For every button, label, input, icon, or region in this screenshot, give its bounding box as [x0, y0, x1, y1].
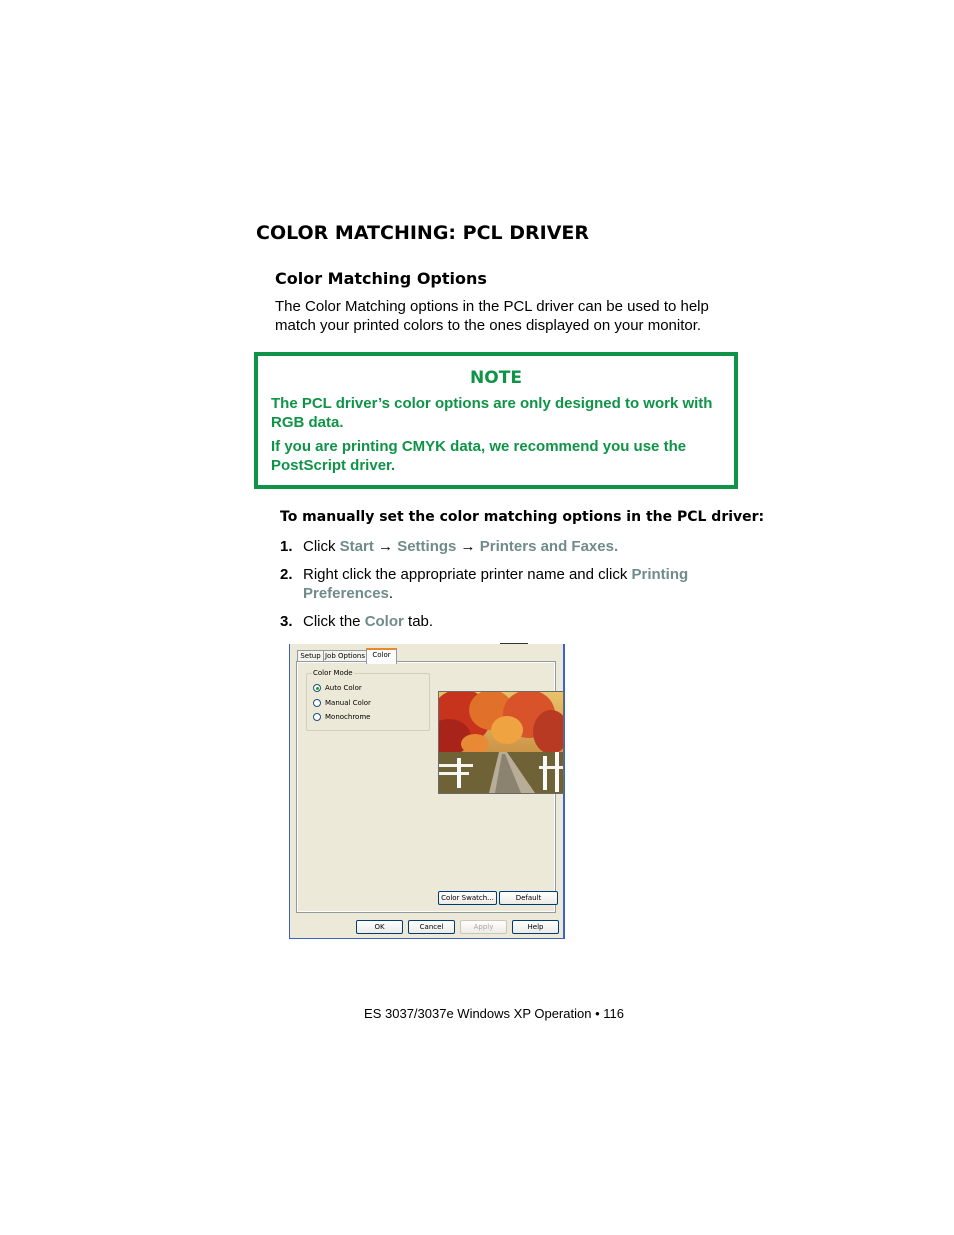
manual-color-radio[interactable]: Manual Color: [313, 699, 371, 707]
step-number: 2.: [280, 566, 293, 583]
color-preview-image: [438, 691, 564, 794]
note-paragraph-1: The PCL driver’s color options are only designed to work with RGB data.: [271, 395, 713, 431]
intro-paragraph: The Color Matching options in the PCL driver can be used to help match your printed colors to the ones displayed on your monitor.: [275, 298, 709, 334]
radio-icon: [313, 699, 321, 707]
note-box: [254, 352, 738, 489]
page-footer: ES 3037/3037e Windows XP Operation • 116: [364, 1006, 624, 1021]
cancel-button[interactable]: Cancel: [408, 920, 455, 934]
settings-link[interactable]: Settings: [397, 538, 457, 555]
procedure-title: To manually set the color matching options in the PCL driver:: [280, 509, 765, 525]
autumn-road-image: [439, 692, 563, 793]
printing-preferences-link[interactable]: Printing Preferences: [303, 566, 689, 602]
note-paragraph-2: If you are printing CMYK data, we recommend you use the PostScript driver.: [271, 438, 687, 474]
radio-icon: [313, 713, 321, 721]
step-text: Click Start → Settings → Printers and Faxes.: [303, 538, 619, 555]
step-number: 1.: [280, 538, 293, 555]
page-heading: COLOR MATCHING: PCL DRIVER: [256, 222, 590, 244]
apply-button[interactable]: Apply: [460, 920, 507, 934]
step-text: Right click the appropriate printer name and click Printing Preferences.: [303, 566, 689, 602]
section-heading: Color Matching Options: [275, 269, 487, 288]
color-link[interactable]: Color: [364, 613, 404, 630]
radio-selected-icon: [313, 684, 321, 692]
monochrome-radio[interactable]: Monochrome: [313, 713, 370, 721]
step-number: 3.: [280, 613, 293, 630]
color-mode-group: [306, 669, 430, 731]
note-title: NOTE: [470, 368, 522, 388]
printers-and-faxes-link[interactable]: Printers and Faxes.: [479, 538, 619, 555]
arrow-icon: →: [373, 538, 398, 555]
arrow-icon: →: [456, 538, 480, 555]
auto-color-radio[interactable]: Auto Color: [313, 684, 362, 692]
ok-button[interactable]: OK: [356, 920, 403, 934]
start-link[interactable]: Start: [339, 538, 374, 555]
step-text: Click the Color tab.: [303, 613, 434, 630]
printing-preferences-dialog: [289, 644, 565, 939]
color-swatch-button[interactable]: Color Swatch...: [438, 891, 497, 905]
tab-job-options[interactable]: Job Options: [324, 652, 366, 660]
default-button[interactable]: Default: [499, 891, 558, 905]
tab-color[interactable]: Color: [366, 648, 397, 664]
color-tab-panel: [296, 661, 556, 913]
tab-setup[interactable]: Setup: [297, 650, 324, 662]
help-button[interactable]: Help: [512, 920, 559, 934]
color-mode-label: Color Mode: [313, 669, 353, 677]
